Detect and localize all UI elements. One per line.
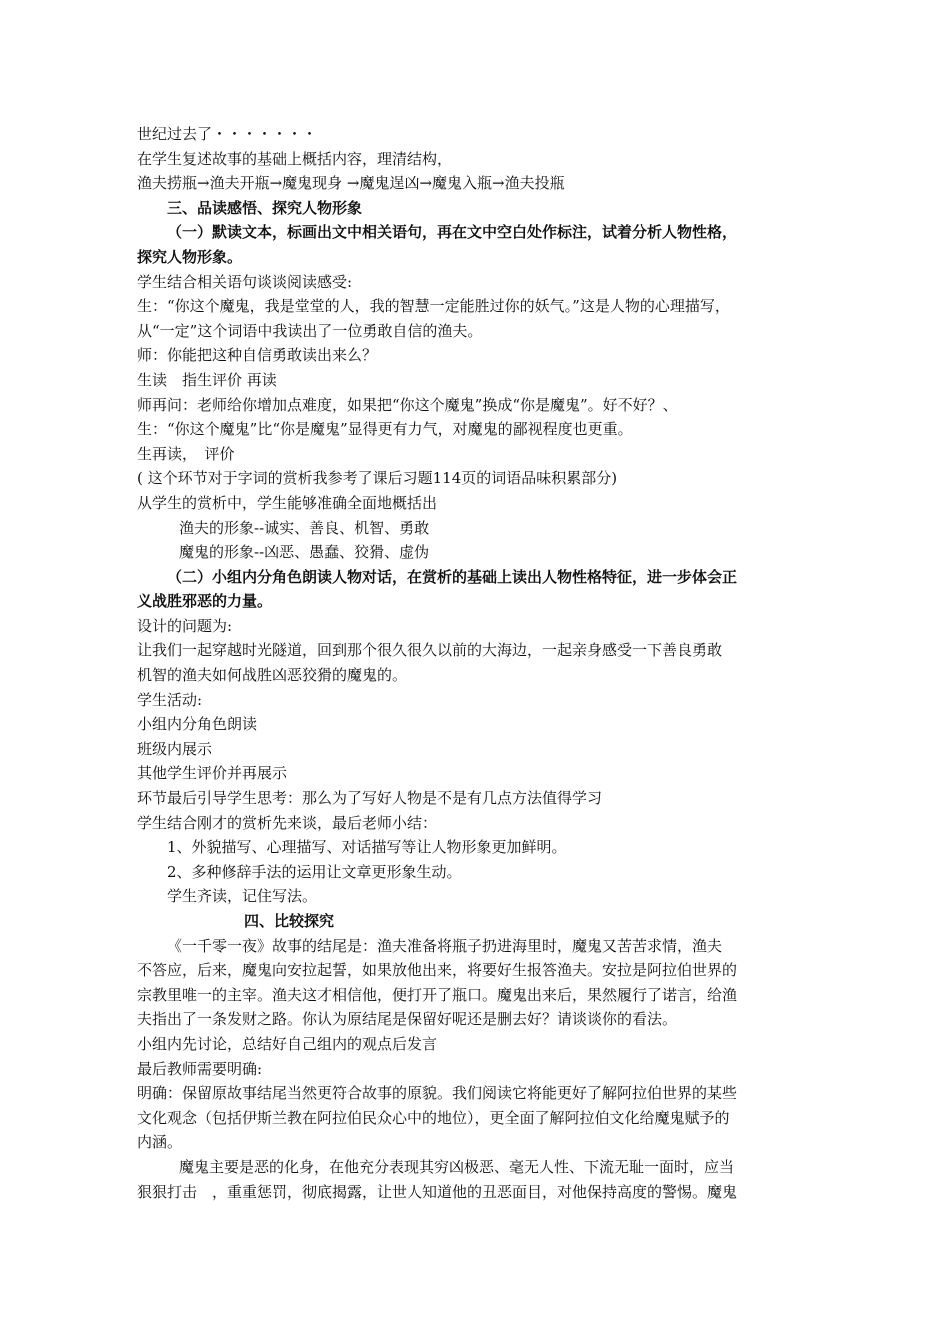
text-line: 让我们一起穿越时光隧道，回到那个很久很久以前的大海边，一起亲身感受一下善良勇敢 [137, 641, 723, 660]
text-line: 义战胜邪恶的力量。 [137, 592, 273, 611]
text-line: 从“一定”这个词语中我读出了一位勇敢自信的渔夫。 [137, 321, 483, 340]
text-line: 夫指出了一条发财之路。你认为原结尾是保留好呢还是删去好？请谈谈你的看法。 [137, 1010, 678, 1029]
text-line: （一）默读文本，标画出文中相关语句，再在文中空白处作标注，试着分析人物性格， [167, 223, 738, 242]
text-line: 其他学生评价并再展示 [137, 764, 288, 783]
text-line: 学生齐读，记住写法。 [167, 887, 318, 906]
text-line: 在学生复述故事的基础上概括内容，理清结构， [137, 149, 453, 168]
text-line: 生再读， 评价 [137, 444, 235, 463]
text-line: 宗教里唯一的主宰。渔夫这才相信他，便打开了瓶口。魔鬼出来后，果然履行了诺言，给渔 [137, 985, 738, 1004]
text-line: 三、品读感悟、探究人物形象 [167, 198, 363, 217]
text-line: 生：“你这个魔鬼，我是堂堂的人，我的智慧一定能胜过你的妖气。”这是人物的心理描写， [137, 297, 730, 316]
text-line: 魔鬼的形象--凶恶、愚蠢、狡猾、虚伪 [179, 543, 430, 562]
text-line: 《一千零一夜》故事的结尾是：渔夫准备将瓶子扔进海里时，魔鬼又苦苦求情，渔夫 [167, 936, 723, 955]
text-line: 最后教师需要明确: [137, 1059, 263, 1078]
text-line: 探究人物形象。 [137, 247, 243, 266]
text-line: 机智的渔夫如何战胜凶恶狡猾的魔鬼的。 [137, 666, 408, 685]
text-line: 渔夫的形象--诚实、善良、机智、勇敢 [179, 518, 430, 537]
text-line: 四、比较探究 [244, 912, 335, 930]
text-line: 班级内展示 [137, 739, 213, 758]
text-line: 学生结合相关语句谈谈阅读感受: [137, 272, 353, 291]
text-line: 文化观念（包括伊斯兰教在阿拉伯民众心中的地位），更全面了解阿拉伯文化给魔鬼赋予的 [137, 1108, 730, 1127]
document-body [137, 122, 817, 1204]
text-line: 师再问：老师给你增加点难度，如果把“你这个魔鬼”换成“你是魔鬼”。好不好？、 [137, 395, 678, 414]
text-line: 设计的问题为: [137, 616, 233, 635]
text-line: 魔鬼主要是恶的化身，在他充分表现其穷凶极恶、毫无人性、下流无耻一面时，应当 [179, 1157, 735, 1176]
text-line: 学生结合刚才的赏析先来谈，最后老师小结： [137, 813, 438, 832]
text-line: 世纪过去了・・・・・・・ [137, 125, 318, 143]
text-line: 不答应，后来，魔鬼向安拉起誓，如果放他出来，将要好生报答渔夫。安拉是阿拉伯世界的 [137, 961, 738, 980]
text-line: 1、外貌描写、心理描写、对话描写等让人物形象更加鲜明。 [167, 838, 567, 857]
text-line: 环节最后引导学生思考：那么为了写好人物是不是有几点方法值得学习 [137, 789, 603, 808]
text-line: 小组内分角色朗读 [137, 715, 258, 734]
text-line: 狠狠打击 ，重重惩罚，彻底揭露，让世人知道他的丑恶面目，对他保持高度的警惕。魔鬼 [137, 1182, 738, 1201]
text-line: 2、多种修辞手法的运用让文章更形象生动。 [167, 862, 462, 881]
text-line: 师：你能把这种自信勇敢读出来么？ [137, 346, 378, 365]
text-line: （二）小组内分角色朗读人物对话，在赏析的基础上读出人物性格特征，进一步体会正 [167, 567, 738, 586]
text-line: 生：“你这个魔鬼”比“你是魔鬼”显得更有力气，对魔鬼的鄙视程度也更重。 [137, 420, 633, 439]
text-line: 生读 指生评价 再读 [137, 370, 277, 389]
text-line: 小组内先讨论，总结好自己组内的观点后发言 [137, 1034, 438, 1053]
text-line: 从学生的赏析中，学生能够准确全面地概括出 [137, 493, 438, 512]
text-line: 渔夫捞瓶→渔夫开瓶→魔鬼现身 →魔鬼逞凶→魔鬼入瓶→渔夫投瓶 [137, 174, 565, 193]
text-line: 学生活动: [137, 690, 203, 709]
text-line: 明确：保留原故事结尾当然更符合故事的原貌。我们阅读它将能更好了解阿拉伯世界的某些 [137, 1084, 738, 1103]
text-line: ( 这个环节对于字词的赏析我参考了课后习题114页的词语品味积累部分) [137, 469, 618, 488]
text-line: 内涵。 [137, 1133, 183, 1152]
